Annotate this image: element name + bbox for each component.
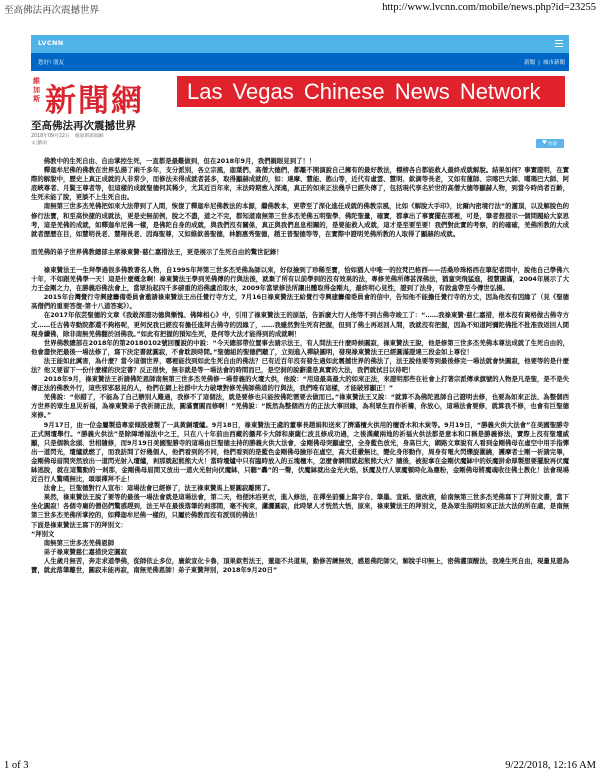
category-breadcrumb [524,58,565,66]
article-paragraph: 法會上，巨聖德對行人宣布：這場法會已經修了，法王祿東贊馬上要圓寂離開了。 [43,484,274,493]
nav-link-city-news[interactable]: 城市新聞 [542,60,565,66]
heart-icon: ♥ [542,140,547,146]
separator: | [538,60,540,66]
logo-small-text: 維加斯 [33,76,40,103]
article-paragraph: 祿東贊法王一生拜學過很多佛教著名人物，自1995年拜第三世多杰羌佛為師以來，好似撿到了珍稀至寶，恰如猶人中唯一的拉梵巴格西——活桑珍珠格西在筆記者問中，說他自己學佛六十年，不如跟羌佛學一天！這是什麼概念啊！祿東贊法王學到羌佛傳的行與法後，就棄了所有以前學到的沒有效果的法，專修羌佛所傳甚深佛法，猶童突飛猛進，提慧圓滿，2004年展示了大力王金剛之力，在勝義浴佛法會上，當眾抬起四千多磅重的浴佛盧泊取水，2009年當眾修法所讓出體取得金剛丸，最終明心見性，證到了法身，有敘盒帶至今傳世弘揚。 [31,265,569,293]
article-paragraph: 在2017年依芸聖德的文章《我敢深證功德與慚愧、佛陣相心》中，引用了祿東贊法王的原話，告訴廣大行人他等不到古佛寺竣工了：“……我祿東贊·慈仁嘉措，根本沒有資格做古佛寺方丈……任古佛寺動院都還不夠格呢，更何況我已經沒有擔任進拜古佛寺的因緣了，……我雖然對生死有把握，但到了佛土再返回人間，我就沒有把握，因為不知道阿彌陀佛批不批准我返回人間現身續佛，除非南無羌佛翻於回佛我。”如此有把握的預知生死，是何等大法才能得到的成就啊！ [31,311,569,338]
article-paragraph: 下面是祿東贊法王寫下的拜別文： [31,520,127,529]
article-paragraph: “拜別文 [31,529,55,538]
favorite-label: 收藏 [548,142,557,147]
article-paragraph: 人生歲月無苦，奔走求道學佛，從師依止多位，廣欽宣化卡魯，頂果欽哲法王，蓮迦不共道果，勤修苦練無效，感恩佛陀師父，解脫手印無上，密佛灌頂醍法，我達生死自由，現量見證為寶，就此落筆離世，圓寂未能再寂，南無羌佛恩師！弟子東贊拜別，2018年9月20日” [31,556,569,575]
site-banner [31,73,569,117]
print-datetime: 9/22/2018, 12:16 AM [505,760,596,771]
top-navbar [31,35,569,53]
article-title: 至高佛法再次震撼世界 [31,120,136,132]
print-page-title: 至高佛法再次震撼世界 [4,5,100,16]
article-paragraph: 果然，祿東贊法王說了要等的最後一場法會就是這場法會，第二天，他便沐浴更衣，進入修法，在禪坐前彌上寫字台、筆墨、宣紙、塗改液，給南無第三世多杰羌佛寫下了拜別文書，當下坐化圓寂！各個寺廟的僧侶們驚惑趕到，法王早在最後落筆的剎那間，毫不拘束，瀟灑圓寂，此時眾人才恍然大悟，原來，祿東贊法王的拜別文，是為眾生指明如來正法大法的所在處，是南無第三世多杰羌佛所掌控的，如釋迦牟尼佛一樣的，只屬於佛教而沒有派別的佛法！ [31,493,569,520]
article-meta [31,132,104,139]
article-paragraph: 佛教中的生死自由、自由掌控生死，一直都是最難做到，但在2018年9月，我們親眼見到了！！ [43,157,316,165]
article-body [31,157,569,575]
article-paragraph: 法王能如此厲害，為什麼？當今這個世界，哪裡能找到如此生死自由的佛法？已有近百年沒有發生過如此震撼世界的佛法了，法王說他要等到最後修完一場法就會快圓寂，他要等的是什麼法？他又要留下一份什麼樣的決定書？反正很快，無非就是等一場法會的時間而已，是空洞的說辭還是真實的大法，我們就拭目以待吧！ [31,356,569,374]
article-paragraph: 9月17日，由一位金屬製造專家傾設建製了一具黃銅壇爐。9月18日，祿東贊法王處的董事長趙娟和送來了擠滿檀火供用的檀香木和木炭等。9月19日，“勝義火供大法會”在美國聖勝寺正式開壇舉行。“勝義火供法”是除障增福法中之王，只在八十年前由西藏的攝邦卡大師和康薩仁波且修成功過，之後漢藏兩地的祈福火供法都是意本和口稱是勝義修法，實際上沒有聖壇威顯，只是個執念頭、世相隨修，而9月19日美國聖勝寺的這場由巨聖德主持的勝義火供大法會，金剛佛母突顯虛空，全身藍色放光，身高巨大，網路文章說有人看到金剛佛母在虛空中用手指彈出一道閃光，壇爐就燃了，而我訪問了好幾個人，他們看到的不同，他們看到的是藍色金剛佛母臉形在虛空，高大莊嚴無比，變化身形動作，周身有電火閃爍旋圍繞，護摩者士剛一祈請完畢，金剛佛母眉間突然放出一道閃光射入壇爐，剎那就起熊熊大火！當時壇爐中只有臨時放入的五塊檀木，怎麼會瞬間就起熊熊大火？隨後，被捉拿在金剛伏魔缽中的妖魔拼命厚製想要擺脫再伏魔缽逃脫，就在這驚動的一剎那，金剛佛母眉間又放出一道火光射向伏魔缽，只聽“轟”的一聲，伏魔缽就出金光火焰，妖魔及行人眾魔頓時化為塵粉，金剛佛母將魔魂收往佛土教化！法會現場近百行人驚嘆無比，頌頌禪拜不止！ [31,420,569,484]
logo-big-text: 新聞網 [45,83,144,119]
article-paragraph: 2015年台灣覺行寺興建籌備委員會邀請祿東贊法王出任覺行寺方丈，7月16日祿東贊法王給覺行寺興建籌備委員會的信中，告知他不能擔任覺行寺的方丈，因為他沒有因緣了（見《聖德高僧們的重要答復-第十八道答案》）。 [31,293,569,311]
article-paragraph: 釋迦牟尼佛的佛教在世界弘揚了兩千多年，支分派別，各立宗風，迦葉們、高僧大德們，都離不開演說自己擁有的最好教法，標榜各自都能救人最終成就解脫。結果如何？事實證明，在實際的解脫中，歷史上真正成就的人非常少，而修法未得成就者甚多，取得顯赫成就的，如：達摩、慧能、憨山等，近代有虛雲、慧明、欽滴等長老，又如有蓮師、宗喀巴大師、噶瑪巴大師、阿底峽尊者、月賢王尊者等，但這樣的成就聖德何其稀少，尤其近百年來，末法時期愈入深遠，真正的如來正法幾乎已經失傳了，包括現代享名於世的高僧大德等顯赫人物，到當今時尚者百齡，生死未能了脫，更談不上生死自由。 [31,166,569,202]
article-paragraph: 南無第三世多杰羌佛恩師 [43,538,115,547]
article-header [31,117,569,157]
hamburger-menu-icon[interactable] [555,40,563,47]
favorite-button[interactable] [536,139,564,148]
article-paragraph: 而羌佛的弟子世界佛教總部主席祿東贊·慈仁嘉措法王，更是展示了生死自由的驚世記錄！ [31,247,283,256]
article-source: 維加斯新聞網 [74,134,104,139]
article-paragraph: 羌佛說：“你錯了，不能為了自己辦別人難過，我修不了這個法，就是要修也只能按佛陀需要去做而已。”祿東贊法王又說：“就算不為佛陀恩師自己證明去修，也要為如來正法、為整個西方世界的眾生息災祈福，為祿東贊弟子我祈請正法，圓滿寶圓而修啊！”羌佛說：“既然為整個西方的正法大事回緣，為利眾生而作祈禱，你放心，這場法會要修，就算我不修，也會有巨聖德來修。” [31,393,569,420]
tagline-banner [177,76,565,107]
brand-link[interactable]: LVCNN [38,39,64,47]
article-paragraph: 弟子祿東贊慈仁嘉措決定圓寂 [43,547,127,556]
tagline-text: Las Vegas Chinese News Network [187,79,541,104]
print-page-number: 1 of 3 [4,760,29,771]
nav-link-news[interactable]: 新聞 [524,60,536,66]
article-paragraph: 世界佛教總部在2018年的第20180102號回覆說的中說：“今天總部帶位置事去請示法王，有人問法王什麼時候圓寂，祿東贊法王說，他是修第三世多杰羌佛本尊法成就了生死自由的，他會盡快把最後一場法修了，寫下決定書就圓寂，不會耽誤時間。”聖德組的聖德們聽了，立刻進入禪缺圓明，發現祿東贊法王已經圓滿證達三段金如上尊位！ [31,338,569,356]
print-header [4,2,596,16]
article-paragraph: 南無第三世多杰羌佛把如來大法帶到了人間，恢復了釋迦牟尼佛教法的本源，繼佛教本，更帶至了深化進任成就的佛教宗風，比如《解脫大手印》，比爾內密境行法”的灌頂，以及解脫色的修行法寶，和至高快捷的成就法，更是史無前例，脫之不盡，道之不完，都知道南無第三世多杰羌佛五明聖學、佛陀聖量，確實，都拿出了事實擺在那裡，可是，筆者想提示一個問題給大家思考，這是羌佛的成就，如釋迦牟尼佛一樣，是佛陀自身的成就，與我們沒有關係，真正與我們息息相關的，是要能救人成就，這才是至要至要！我們對此實的考察，的的確確，羌佛所教的大成就者歷歷在目，如慧明長老、慧翔長老、因海聖尊，又如維欽善聖德，林劉惠秀聖德，趙王普聖德等等，在實際中證明羌佛所教的人取得了顯赫的成就。 [31,202,569,238]
site-logo[interactable] [31,73,171,117]
sub-navbar [31,53,569,71]
greeting-text: 您好! 朋友 [38,60,64,66]
article-author: 文:劉雨 [31,141,48,146]
mobile-news-page [31,35,569,575]
article-paragraph: 2018年9月，祿東贊法王祈請佛陀恩師南無第三世多杰羌佛修一場普義的火壇大供，他說：“用這最高最大的如來正法，來證明那些在社會上打著宗派傳承旗號的人物是凡是聖，是不是失傳正法的佛教外行，這些邪邪惡見的人，他們在網上社群中大力破壞對修羌佛師佛道的行與法，我們唯有這樣，才能破邪顯正！” [31,375,569,393]
print-page-url: http://www.lvcnn.com/mobile/news.php?id=23255 [382,2,596,13]
print-footer [4,760,596,772]
article-date: 2018年09月22日 [31,134,70,139]
